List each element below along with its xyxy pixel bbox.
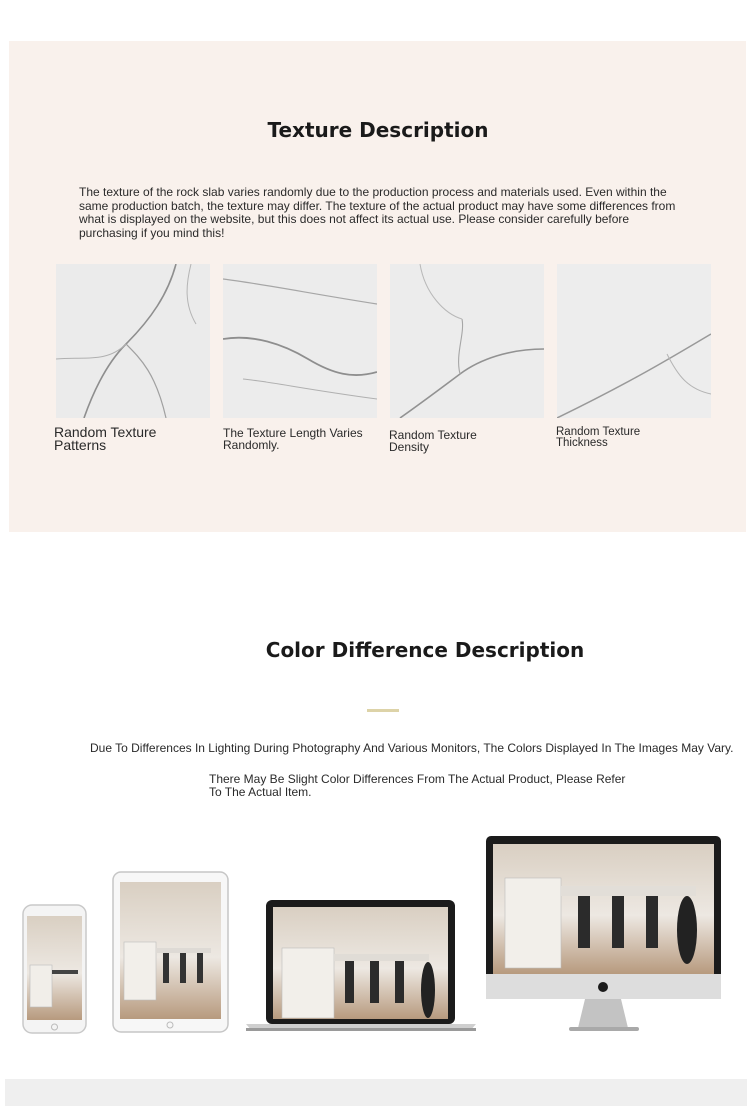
color-difference-text-2: There May Be Slight Color Differences From The Actual Product, Please Refer To The Actual Item. [209, 772, 626, 799]
bottom-bar [5, 1079, 747, 1106]
marble-sample-image [56, 264, 210, 418]
texture-caption: Random Texture Patterns [54, 424, 157, 453]
marble-sample-image [557, 264, 711, 418]
marble-sample-image [223, 264, 377, 418]
texture-caption: Random Texture Thickness [556, 426, 641, 449]
smartphone-device [23, 905, 86, 1033]
marble-sample-image [390, 264, 544, 418]
texture-description-text: The texture of the rock slab varies randomly due to the production process and materials used. Even within the same production batch, the texture may differ. The texture of the actual product may have some differences from what is displayed on the website, but this does not affect its actual use. Please consider carefully before purchasing if you mind this! [79, 185, 676, 240]
texture-caption: The Texture Length Varies Randomly. [223, 426, 363, 452]
color-difference-title: Color Difference Description [265, 638, 585, 662]
color-difference-text-1: Due To Differences In Lighting During Photography And Various Monitors, The Colors Displayed In The Images May Vary. [90, 741, 734, 755]
tablet-device [113, 872, 228, 1032]
title-divider [367, 709, 399, 712]
texture-caption: Random Texture Density [389, 428, 477, 454]
desktop-monitor-device [486, 836, 721, 1031]
laptop-device [246, 900, 476, 1031]
texture-section-title: Texture Description [267, 118, 489, 142]
devices-illustration [0, 830, 750, 1040]
